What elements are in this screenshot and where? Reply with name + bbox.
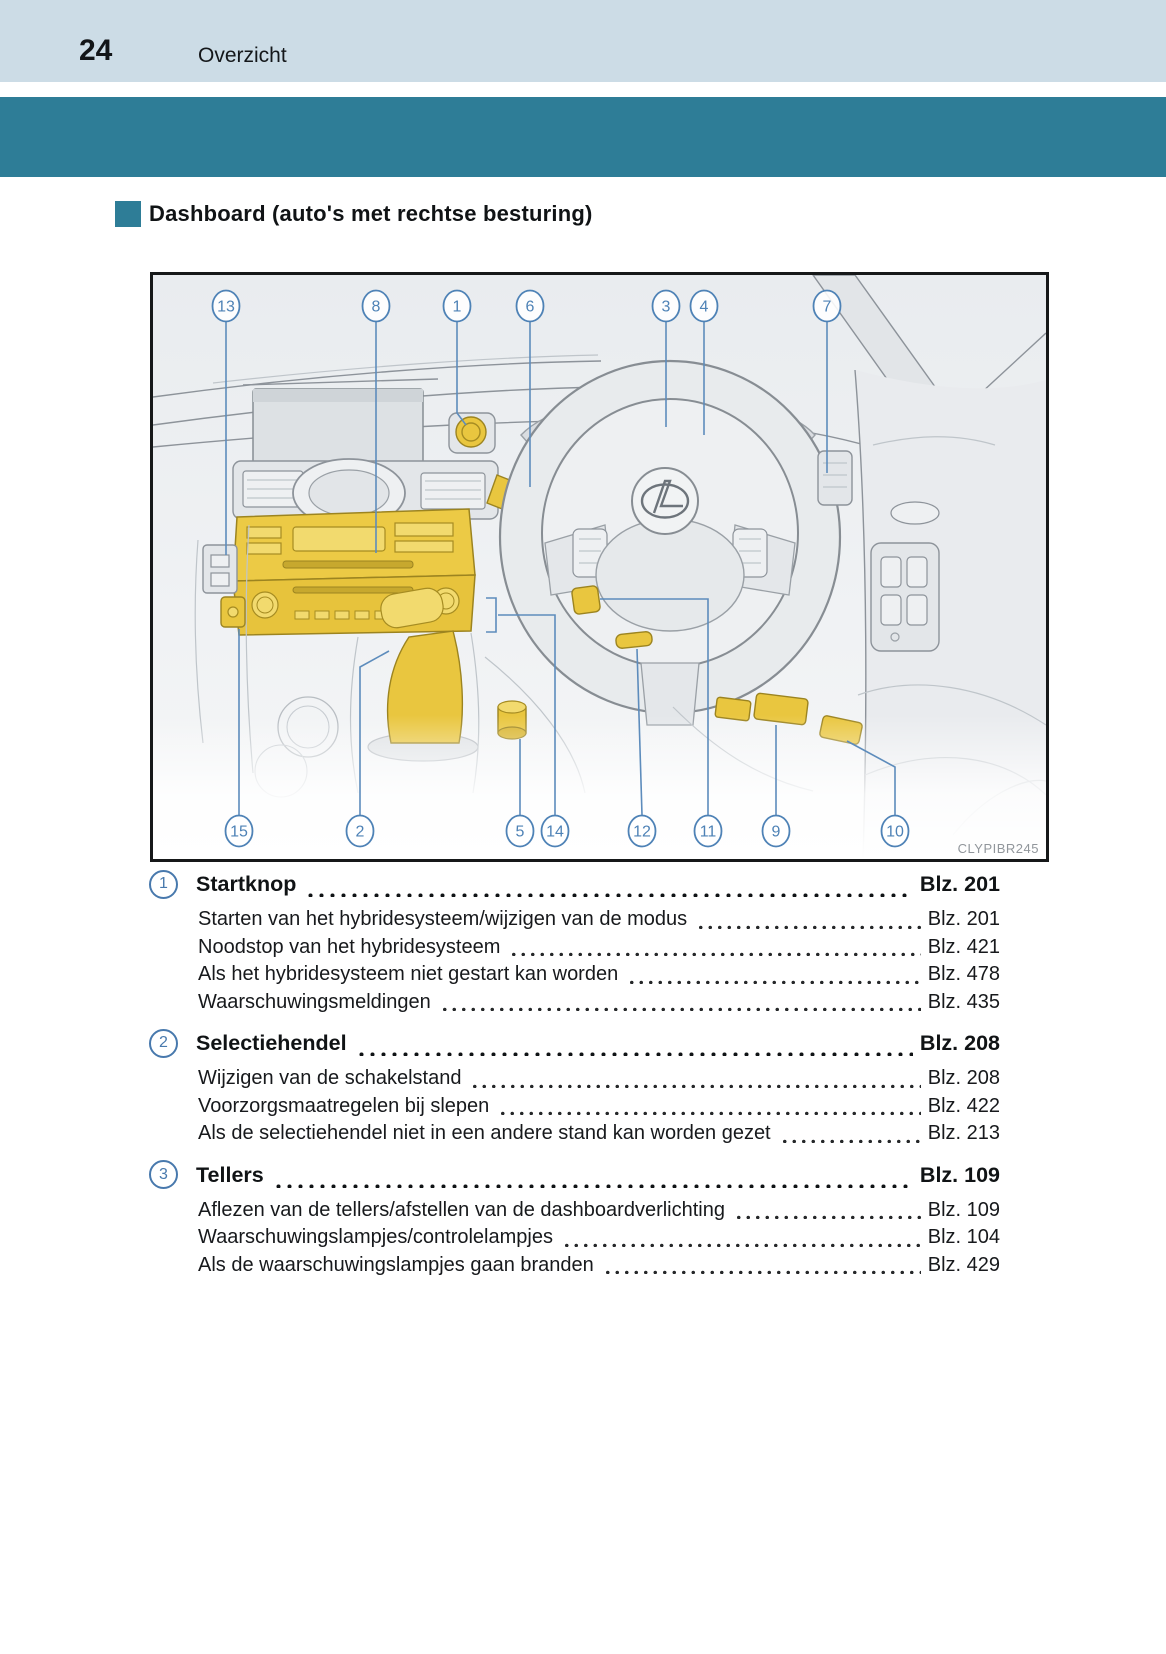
dot-leader bbox=[562, 1242, 921, 1247]
dot-leader bbox=[356, 1051, 913, 1056]
toc-sub-page: Blz. 201 bbox=[927, 908, 1000, 930]
page-number: 24 bbox=[79, 34, 113, 67]
figure-callout-number-9: 9 bbox=[771, 823, 781, 841]
window-switch-panel bbox=[871, 543, 939, 651]
toc bbox=[149, 866, 1000, 1288]
figure-callout-number-3: 3 bbox=[661, 298, 671, 316]
toc-item bbox=[149, 1025, 1000, 1148]
toc-sub-label: Noodstop van het hybridesysteem bbox=[198, 935, 501, 958]
chapter-title: Overzicht bbox=[198, 44, 287, 67]
toc-sub-page: Blz. 109 bbox=[927, 1198, 1000, 1221]
dot-leader bbox=[273, 1183, 913, 1188]
chapter-color-band bbox=[0, 97, 1166, 177]
figure-callout-number-13: 13 bbox=[217, 298, 235, 316]
figure-callout-number-14: 14 bbox=[546, 823, 564, 841]
toc-item-title: Selectiehendel bbox=[196, 1031, 347, 1055]
figure-callout-number-12: 12 bbox=[633, 823, 651, 841]
toc-sub-label: Wijzigen van de schakelstand bbox=[198, 1067, 462, 1089]
section-bullet-square bbox=[115, 201, 141, 227]
toc-sub-label: Aflezen van de tellers/afstellen van de dashboardverlichting bbox=[198, 1198, 725, 1221]
toc-sub-page: Blz. 435 bbox=[927, 990, 1000, 1013]
dashboard-illustration bbox=[153, 275, 1046, 859]
wheel-switch bbox=[571, 585, 600, 614]
toc-subitems bbox=[149, 906, 1000, 1016]
section-title: Dashboard (auto's met rechtse besturing) bbox=[149, 201, 593, 226]
toc-item-page: Blz. 201 bbox=[919, 872, 1000, 896]
toc-title-row bbox=[149, 1025, 1000, 1061]
toc-sub-label: Waarschuwingslampjes/controlelampjes bbox=[198, 1226, 553, 1248]
toc-sub-row bbox=[198, 1120, 1000, 1148]
toc-sub-page: Blz. 213 bbox=[927, 1122, 1000, 1144]
dot-leader bbox=[509, 951, 920, 956]
figure-callout-number-15: 15 bbox=[230, 823, 248, 841]
toc-sub-page: Blz. 478 bbox=[927, 963, 1000, 985]
toc-sub-row bbox=[198, 934, 1000, 962]
dot-leader bbox=[498, 1110, 920, 1115]
figure-callout-number-7: 7 bbox=[822, 298, 832, 316]
figure-callout-number-11: 11 bbox=[699, 823, 717, 841]
toc-sub-page: Blz. 104 bbox=[927, 1226, 1000, 1248]
dot-leader bbox=[627, 979, 921, 984]
dot-leader bbox=[734, 1214, 921, 1219]
figure-callout-number-1: 1 bbox=[452, 298, 462, 316]
toc-title-row bbox=[149, 866, 1000, 902]
toc-title-row bbox=[149, 1157, 1000, 1193]
toc-sub-row bbox=[198, 1252, 1000, 1280]
toc-item-number: 1 bbox=[149, 870, 178, 899]
toc-sub-row bbox=[198, 1065, 1000, 1093]
toc-sub-label: Als het hybridesysteem niet gestart kan worden bbox=[198, 963, 619, 985]
toc-item-title: Tellers bbox=[196, 1162, 264, 1187]
toc-item-number: 2 bbox=[149, 1029, 178, 1058]
toc-sub-page: Blz. 421 bbox=[927, 935, 1000, 958]
figure-code: CLYPIBR245 bbox=[957, 841, 1039, 856]
toc-sub-row bbox=[198, 1197, 1000, 1225]
toc-item-page: Blz. 208 bbox=[919, 1031, 1000, 1055]
figure-callout-number-6: 6 bbox=[525, 298, 535, 316]
figure-callout-number-8: 8 bbox=[371, 298, 381, 316]
toc-sub-label: Als de waarschuwingslampjes gaan branden bbox=[198, 1253, 594, 1276]
side-vent bbox=[818, 451, 852, 505]
dot-leader bbox=[603, 1269, 921, 1274]
door-handle bbox=[891, 502, 939, 524]
toc-item-page: Blz. 109 bbox=[919, 1162, 1000, 1187]
figure-callout-number-4: 4 bbox=[699, 298, 709, 316]
dot-leader bbox=[780, 1138, 921, 1143]
toc-sub-page: Blz. 208 bbox=[927, 1067, 1000, 1089]
lexus-emblem bbox=[632, 468, 698, 534]
toc-item-number: 3 bbox=[149, 1160, 178, 1189]
toc-subitems bbox=[149, 1197, 1000, 1280]
figure-callout-number-2: 2 bbox=[355, 823, 365, 841]
toc-sub-label: Als de selectiehendel niet in een andere stand kan worden gezet bbox=[198, 1122, 771, 1144]
toc-sub-row bbox=[198, 961, 1000, 989]
dashboard-figure bbox=[150, 272, 1049, 862]
figure-fade bbox=[153, 715, 1046, 859]
toc-sub-row bbox=[198, 1224, 1000, 1252]
figure-callout-number-10: 10 bbox=[886, 823, 904, 841]
toc-sub-label: Waarschuwingsmeldingen bbox=[198, 990, 431, 1013]
header-band bbox=[0, 0, 1166, 82]
dot-leader bbox=[470, 1083, 920, 1088]
toc-item bbox=[149, 1157, 1000, 1280]
toc-subitems bbox=[149, 1065, 1000, 1148]
toc-sub-label: Voorzorgsmaatregelen bij slepen bbox=[198, 1094, 490, 1117]
left-switch bbox=[221, 597, 245, 627]
dot-leader bbox=[440, 1006, 921, 1011]
toc-sub-page: Blz. 429 bbox=[927, 1253, 1000, 1276]
dot-leader bbox=[696, 924, 921, 929]
shift-paddle bbox=[615, 631, 652, 649]
toc-sub-row bbox=[198, 989, 1000, 1017]
toc-sub-row bbox=[198, 1093, 1000, 1121]
toc-item bbox=[149, 866, 1000, 1016]
start-button bbox=[449, 413, 495, 453]
figure-callout-number-5: 5 bbox=[515, 823, 525, 841]
toc-sub-label: Starten van het hybridesysteem/wijzigen van de modus bbox=[198, 908, 688, 930]
toc-sub-row bbox=[198, 906, 1000, 934]
section-heading bbox=[115, 201, 593, 227]
dot-leader bbox=[305, 892, 913, 897]
toc-item-title: Startknop bbox=[196, 872, 297, 896]
toc-sub-page: Blz. 422 bbox=[927, 1094, 1000, 1117]
